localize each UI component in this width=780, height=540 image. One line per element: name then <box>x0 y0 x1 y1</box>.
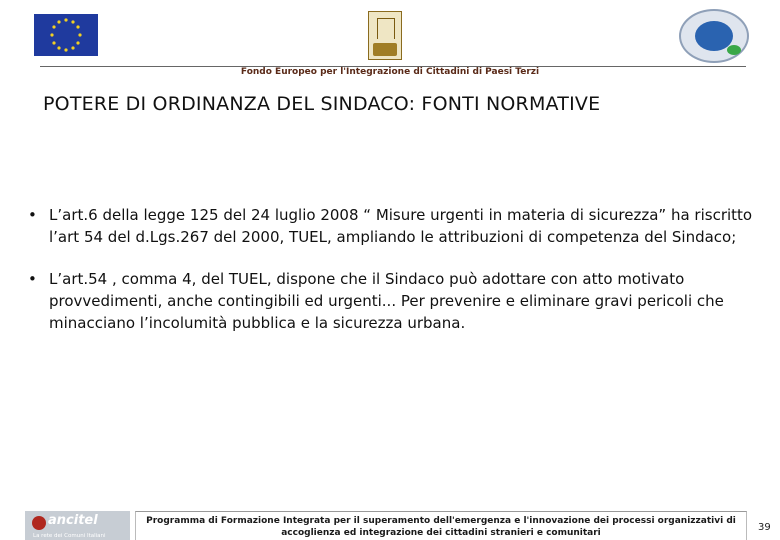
eu-flag-logo <box>34 14 98 56</box>
footer-program-text: Programma di Formazione Integrata per il superamento dell'emergenza e l'innovazione dei processi organizzativi di accoglienza ed integrazione dei cittadini stranieri e comunitari <box>135 511 747 540</box>
bullet-item <box>28 204 753 248</box>
fund-line: Fondo Europeo per l'Integrazione di Cittadini di Paesi Terzi <box>240 67 540 77</box>
bullet-text: L’art.6 della legge 125 del 24 luglio 2008 “ Misure urgenti in materia di sicurezza” ha riscritto l’art 54 del d.Lgs.267 del 2000, TUEL, ampliando le attribuzioni di competenza del Sindaco; <box>49 206 753 246</box>
ancitel-name: ancitel <box>48 513 98 528</box>
bullet-item <box>28 268 753 334</box>
bullet-list <box>28 204 753 354</box>
eu-stars-icon <box>34 14 98 56</box>
bullet-icon: • <box>28 206 37 224</box>
slide-title: POTERE DI ORDINANZA DEL SINDACO: FONTI NORMATIVE <box>43 93 601 115</box>
seal-logo <box>679 9 749 63</box>
bullet-text: L’art.54 , comma 4, del TUEL, dispone che il Sindaco può adottare con atto motivato provvedimenti, anche contingibili ed urgenti... Per prevenire e eliminare gravi pericoli che minacciano l’incolumità pubblica e la sicurezza urbana. <box>49 270 724 332</box>
seal-green-mark <box>727 45 741 55</box>
page-number: 39 <box>758 522 771 533</box>
ancitel-logo <box>25 511 130 540</box>
anci-logo <box>368 11 402 60</box>
building-icon <box>377 18 395 39</box>
ancitel-swirl-icon <box>32 516 46 530</box>
anci-mark <box>373 43 397 56</box>
ancitel-tagline: La rete dei Comuni Italiani <box>33 533 106 539</box>
bullet-icon: • <box>28 270 37 288</box>
